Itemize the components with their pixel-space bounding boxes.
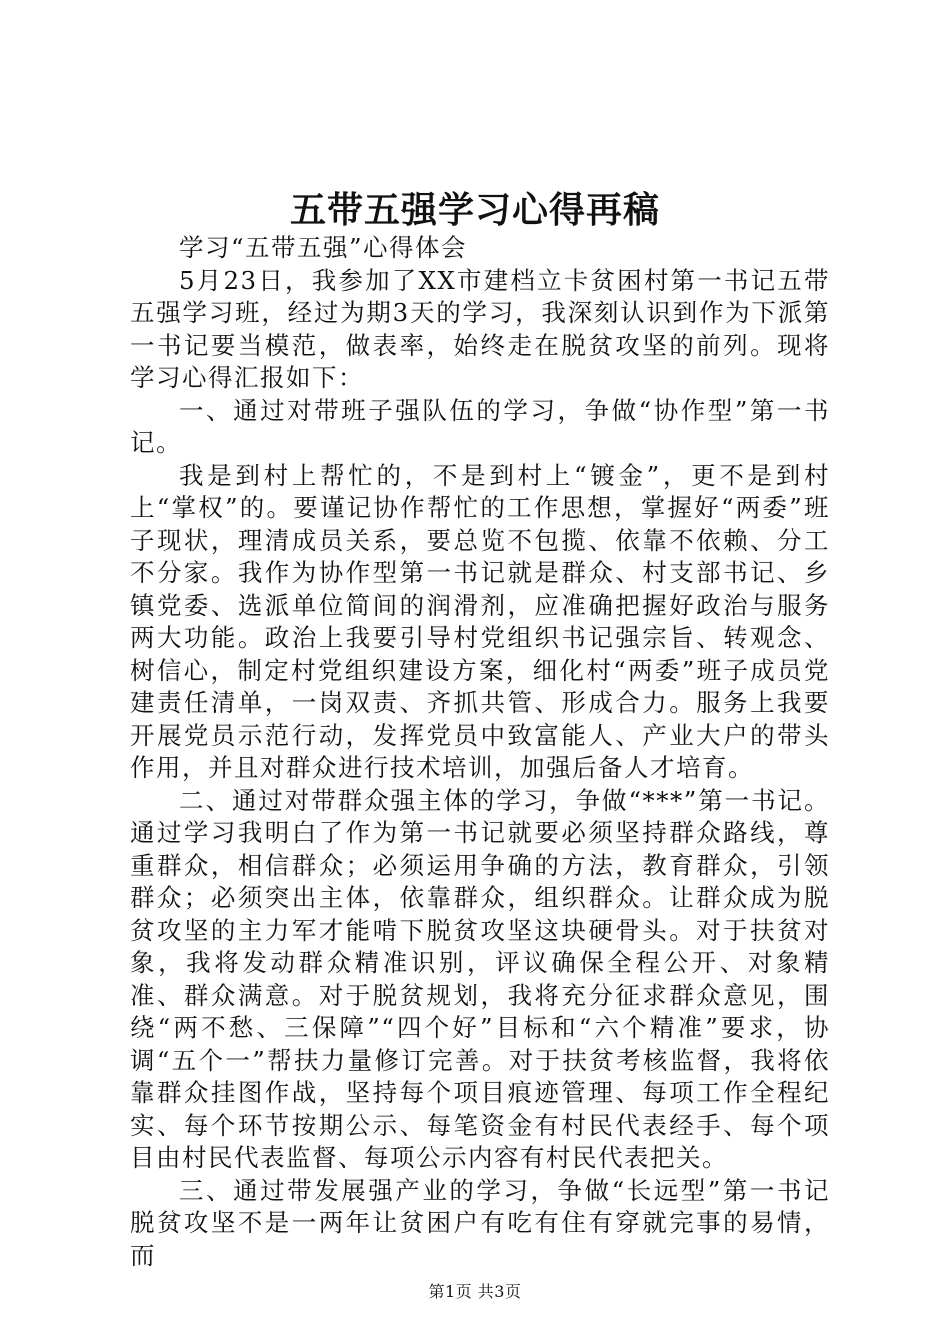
page-footer: 第1页 共3页 (428, 1282, 522, 1301)
document-title: 五带五强学习心得再稿 (289, 189, 660, 231)
section-heading-1: 一、通过对带班子强队伍的学习，争做“协作型”第一书记。 (130, 395, 830, 457)
document-body (130, 232, 830, 1272)
subtitle-paragraph: 学习“五带五强”心得体会 (179, 233, 468, 262)
body-paragraph: 我是到村上帮忙的，不是到村上“镀金”，更不是到村上“掌权”的。要谨记协作帮忙的工作思想，掌握好“两委”班子现状，理清成员关系，要总览不包揽、依靠不依赖、分工不分家。我作为协作型第一书记就是群众、村支部书记、乡镇党委、选派单位简间的润滑剂，应准确把握好政治与服务两大功能。政治上我要引导村党组织书记强宗旨、转观念、树信心，制定村党组织建设方案，细化村“两委”班子成员党建责任清单，一岗双责、齐抓共管、形成合力。服务上我要开展党员示范行动，发挥党员中致富能人、产业大户的带头作用，并且对群众进行技术培训，加强后备人才培育。 (130, 460, 830, 782)
section-paragraph-3: 三、通过带发展强产业的学习，争做“长远型”第一书记脱贫攻坚不是一两年让贫困户有吃有住有穿就完事的易情，而 (130, 1175, 830, 1270)
section-paragraph-2: 二、通过对带群众强主体的学习，争做“***”第一书记。通过学习我明白了作为第一书记就要必须坚持群众路线，尊重群众，相信群众；必须运用争确的方法，教育群众，引领群众；必须突出主体，依靠群众，组织群众。让群众成为脱贫攻坚的主力军才能啃下脱贫攻坚这块硬骨头。对于扶贫对象，我将发动群众精准识别，评议确保全程公开、对象精准、群众满意。对于脱贫规划，我将充分征求群众意见，围绕“两不愁、三保障”“四个好”目标和“六个精准”要求，协调“五个一”帮扶力量修订完善。对于扶贫考核监督，我将依靠群众挂图作战，坚持每个项目痕迹管理、每项工作全程纪实、每个环节按期公示、每笔资金有村民代表经手、每个项目由村民代表监督、每项公示内容有村民代表把关。 (130, 785, 830, 1172)
body-paragraph: 5月23日，我参加了XX市建档立卡贫困村第一书记五带五强学习班，经过为期3天的学习，我深刻认识到作为下派第一书记要当模范，做表率，始终走在脱贫攻坚的前列。现将学习心得汇报如下： (130, 265, 830, 392)
